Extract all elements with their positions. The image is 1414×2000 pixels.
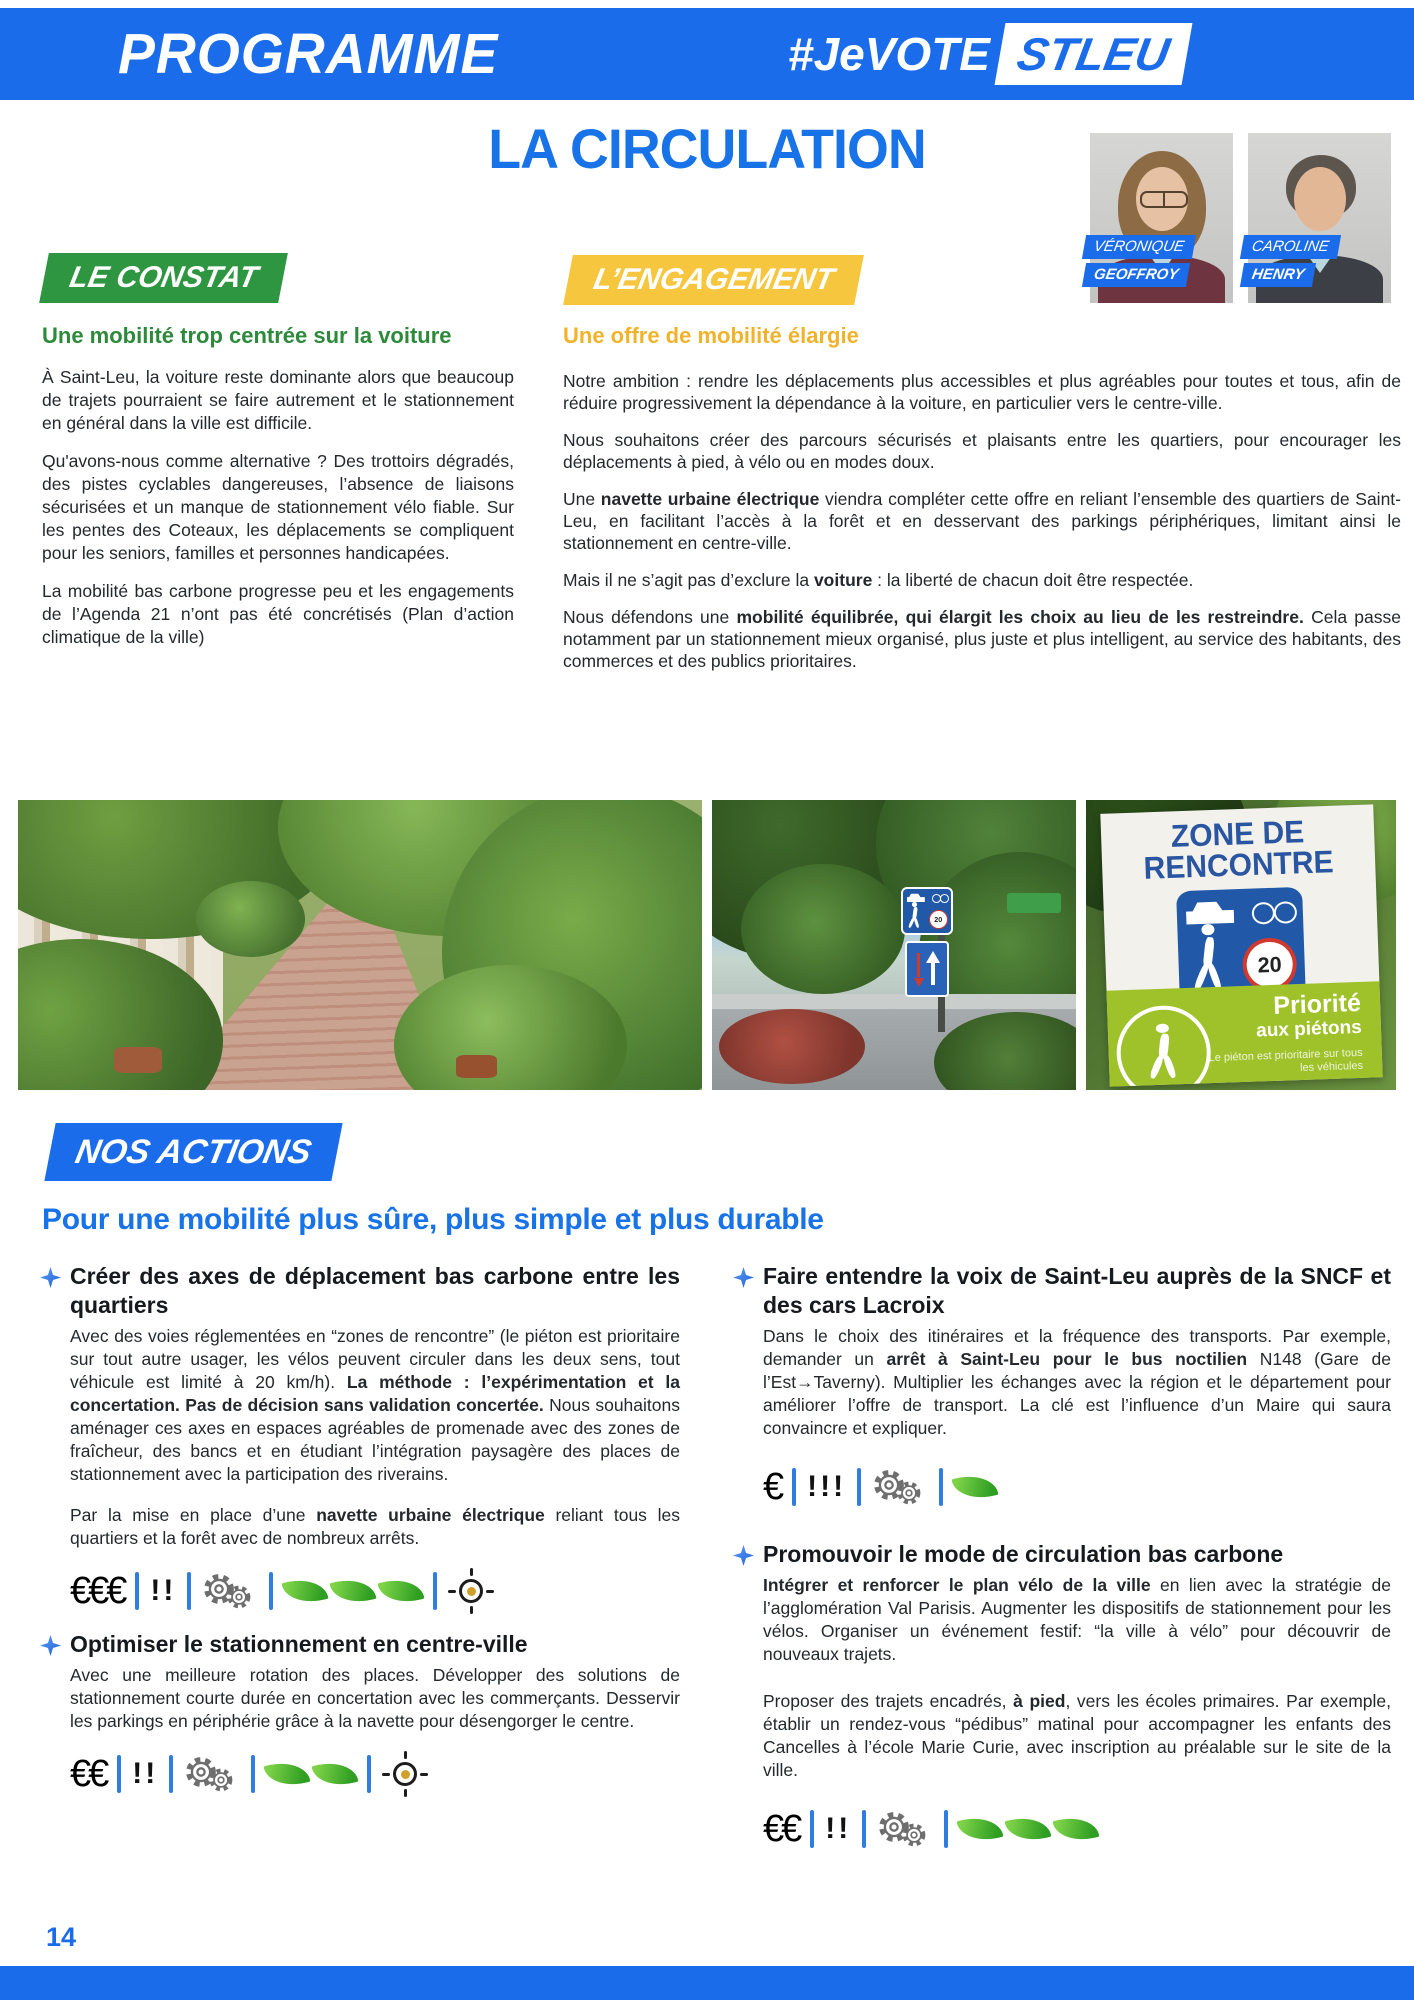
zone-sign-title-line1: ZONE DE <box>1169 814 1305 854</box>
bicycle-icon <box>932 894 949 903</box>
action-paragraph: Intégrer et renforcer le plan vélo de la ville en lien avec la stratégie de l’agglomération Val Parisis. Augmenter les dispositifs de stationnement pour les vélos. Organiser un événement festif: “la ville à vélo” pour découvrir de nouveaux trajets. <box>763 1575 1391 1664</box>
sign-panel <box>1100 804 1382 1086</box>
road-signs <box>901 887 953 997</box>
sidewalk <box>712 994 1076 1009</box>
leaf-icons <box>284 1578 422 1604</box>
name-tag-last: GEOFFROY <box>1082 263 1190 287</box>
gears-icon <box>184 1751 240 1797</box>
actions-banner: NOS ACTIONS <box>44 1123 342 1181</box>
zone-rencontre-road-sign <box>901 887 953 935</box>
gears-icon <box>872 1464 928 1510</box>
criteria-icons <box>763 1464 1391 1510</box>
priority-text-line1: Priorité <box>1272 988 1361 1020</box>
action-paragraph: Proposer des trajets encadrés, à pied, vers les écoles primaires. Par exemple, établir un rendez-vous “pédibus” matinal pour accompagner les enfants des Cancelles à l’école Marie Curie, avec inscription au préalable sur le site de la ville. <box>763 1691 1391 1780</box>
constat-paragraph: Qu'avons-nous comme alternative ? Des trottoirs dégradés, des pistes cyclables dangereuses, l’absence de liaisons sécurisées et un manque de stationnement vélo fiable. Sur les pentes des Coteaux, les déplacements se compliquent pour les seniors, familles et personnes handicapées. <box>42 451 514 563</box>
photo-zone-rencontre-panel <box>1086 800 1396 1090</box>
pedestrian-icon <box>908 902 922 929</box>
star-bullet-icon <box>733 1545 754 1566</box>
header-bar <box>0 8 1414 100</box>
engagement-paragraph: Mais il ne s’agit pas d’exclure la voiture : la liberté de chacun doit être respectée. <box>563 570 1194 590</box>
action-item <box>733 1262 1391 1510</box>
jevote-wordmark: #JeVOTE <box>788 28 990 80</box>
action-item <box>733 1540 1391 1852</box>
name-tag-last: HENRY <box>1240 263 1316 287</box>
portrait-caroline-henry <box>1248 133 1391 303</box>
gears-icon <box>202 1568 258 1614</box>
engagement-section <box>563 322 1401 687</box>
cost-euro-icon: €€€ <box>70 1570 125 1612</box>
action-paragraph: Dans le choix des itinéraires et la fréquence des transports. Par exemple, demander un arrêt à Saint-Leu pour le bus noctilien N148 (Gare de l’Est→Taverny). Multiplier les échanges avec la région et le département pour améliorer l’offre de transport. La clé est l’influence d’un Maire qui saura convaincre et expliquer. <box>763 1326 1391 1438</box>
photo-strip <box>18 800 1396 1090</box>
glasses-icon <box>1140 191 1188 208</box>
cost-euro-icon: € <box>763 1466 782 1508</box>
action-paragraph: Avec des voies réglementées en “zones de rencontre” (le piéton est prioritaire sur tout autre usager, les vélos peuvent circuler dans les deux sens, tout véhicule est limité à 20 km/h). La méthode : l’expérimentation et la concertation. Pas de décision sans validation concertée. Nous souhaitons aménager ces axes en espaces agréables de promenade avec des zones de fraîcheur, des bancs et en étudiant l’intégration paysagère des places de stationnement avec la participation des riverains. <box>70 1326 680 1484</box>
action-item <box>40 1630 680 1797</box>
constat-heading: Une mobilité trop centrée sur la voiture <box>42 323 452 348</box>
criteria-icons <box>70 1751 680 1797</box>
speed-20-icon: 20 <box>1242 937 1297 992</box>
name-tag-first: VÉRONIQUE <box>1082 235 1196 259</box>
red-arrow-icon <box>914 978 924 987</box>
page-number: 14 <box>46 1922 77 1952</box>
priority-exclamation-icon: !!! <box>807 1470 847 1503</box>
action-title: Créer des axes de déplacement bas carbone entre les quartiers <box>70 1263 680 1318</box>
engagement-paragraph: Nous défendons une mobilité équilibrée, qui élargit les choix au lieu de les restreindre. Cela passe notamment par un stationnement mieux organisé, plus juste et plus intelligent, au service des habitants, des commerces et des publics prioritaires. <box>563 607 1401 671</box>
action-paragraph: Avec une meilleure rotation des places. Développer des solutions de stationnement courte durée en concertation avec les commerçants. Desservir les parkings en périphérie grâce à la navette pour désengorger le centre. <box>70 1665 680 1731</box>
flower-pot <box>114 1047 162 1073</box>
face <box>1294 167 1346 231</box>
priority-note: Le piéton est prioritaire sur tous les véhicules <box>1207 1046 1363 1074</box>
photo-street-signs <box>712 800 1076 1090</box>
car-icon <box>907 893 925 902</box>
priority-text-line2: aux piétons <box>1255 1016 1362 1042</box>
campaign-logo <box>788 8 1187 100</box>
speed-20-icon: 20 <box>929 910 948 930</box>
actions-heading: Pour une mobilité plus sûre, plus simple et plus durable <box>42 1203 824 1236</box>
action-item <box>40 1262 680 1614</box>
engagement-banner: L’ENGAGEMENT <box>563 255 864 305</box>
star-bullet-icon <box>40 1635 61 1656</box>
constat-paragraph: La mobilité bas carbone progresse peu et les engagements de l’Agenda 21 n’ont pas été concrétisés (Plan d’action climatique de la ville) <box>42 581 514 647</box>
priority-exclamation-icon: !! <box>150 1574 177 1607</box>
star-bullet-icon <box>733 1267 754 1288</box>
criteria-icons <box>763 1806 1391 1852</box>
gears-icon <box>877 1806 933 1852</box>
priority-exclamation-icon: !! <box>132 1757 159 1790</box>
priority-exclamation-icon: !! <box>825 1812 852 1845</box>
cost-euro-icon: €€ <box>763 1808 800 1850</box>
flower-pot <box>456 1055 497 1078</box>
stleu-logo: STLEU <box>995 23 1193 85</box>
priority-band <box>1106 981 1382 1086</box>
photo-green-street <box>18 800 702 1090</box>
name-tag-first: CAROLINE <box>1240 235 1341 259</box>
action-title: Optimiser le stationnement en centre-ville <box>70 1631 528 1657</box>
pedestrian-icon <box>1189 923 1229 994</box>
cost-euro-icon: €€ <box>70 1753 107 1795</box>
page-title: LA CIRCULATION <box>488 117 926 180</box>
criteria-icons <box>70 1568 680 1614</box>
actions-column-left <box>40 1262 680 1813</box>
target-icon <box>454 1574 488 1608</box>
engagement-paragraph: Une navette urbaine électrique viendra compléter cette offre en reliant l’ensemble des quartiers de Saint-Leu, en facilitant l’accès à la forêt et en desservant des parkings périphériques, limitant ainsi le stationnement en centre-ville. <box>563 489 1401 553</box>
engagement-paragraph: Notre ambition : rendre les déplacements plus accessibles et plus agréables pour toutes et tous, afin de réduire progressivement la dépendance à la voiture, en particulier vers le centre-ville. <box>563 371 1401 413</box>
street-sign-green <box>1007 893 1061 913</box>
action-paragraph: Par la mise en place d’une navette urbaine électrique reliant tous les quartiers et la forêt avec de nombreux arrêts. <box>70 1505 681 1548</box>
constat-paragraph: À Saint-Leu, la voiture reste dominante alors que beaucoup de trajets pourraient se faire autrement et le stationnement en général dans la ville est difficile. <box>42 367 514 433</box>
leaf-icons <box>266 1761 356 1787</box>
pedestrian-circle-icon <box>1115 1004 1212 1086</box>
action-title: Faire entendre la voix de Saint-Leu auprès de la SNCF et des cars Lacroix <box>763 1263 1391 1318</box>
star-bullet-icon <box>40 1267 61 1288</box>
actions-column-right <box>733 1262 1391 1882</box>
engagement-heading: Une offre de mobilité élargie <box>563 323 859 348</box>
footer-bar <box>0 1966 1414 2000</box>
programme-wordmark: PROGRAMME <box>118 22 499 86</box>
target-icon <box>388 1757 422 1791</box>
car-icon <box>1185 899 1234 924</box>
constat-section <box>42 322 514 664</box>
portrait-veronique-geoffroy <box>1090 133 1233 303</box>
leaf-icons <box>954 1474 996 1500</box>
priority-road-sign <box>905 941 949 997</box>
action-title: Promouvoir le mode de circulation bas carbone <box>763 1541 1284 1567</box>
bicycle-icon <box>1251 900 1297 924</box>
leaf-icons <box>959 1816 1097 1842</box>
zone-sign-title-line2: RENCONTRE <box>1142 844 1334 886</box>
engagement-paragraph: Nous souhaitons créer des parcours sécurisés et plaisants entre les quartiers, pour encourager les déplacements à pied, à vélo ou en modes doux. <box>563 430 1401 472</box>
flower-bush <box>719 1009 865 1084</box>
constat-banner: LE CONSTAT <box>39 253 288 303</box>
